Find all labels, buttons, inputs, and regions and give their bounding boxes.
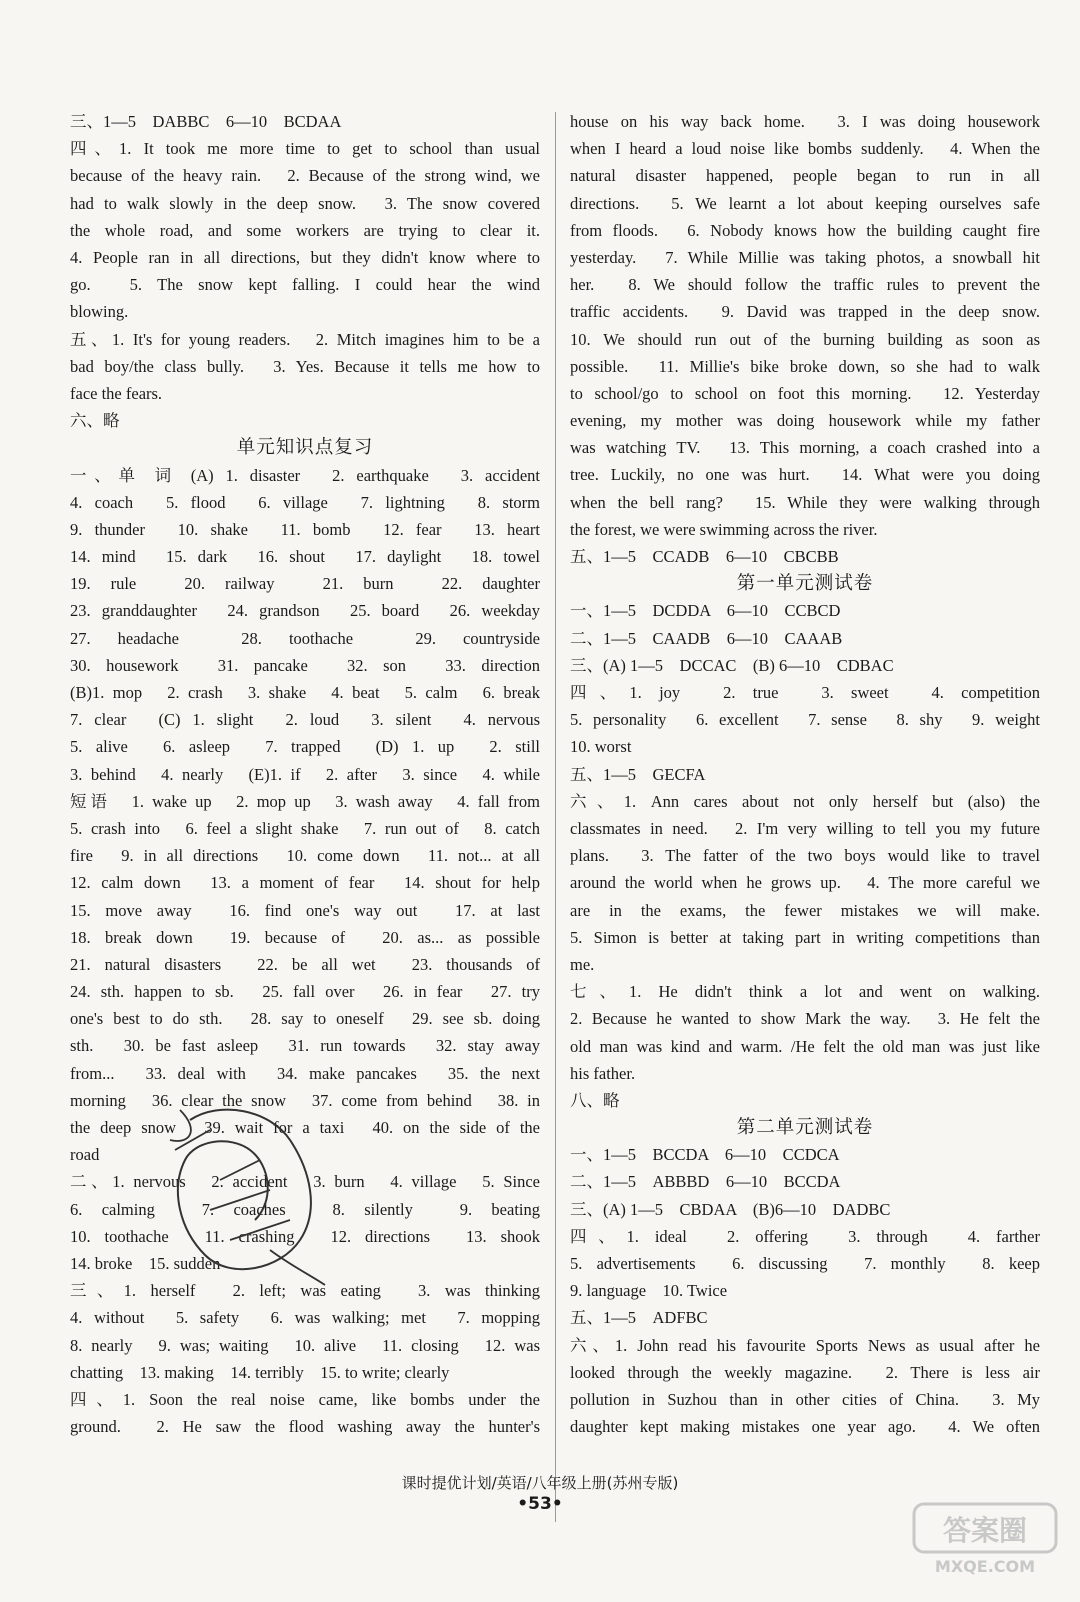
left-line: blowing.: [70, 302, 129, 322]
left-line: 24. sth. happen to sb. 25. fall over 26. in fear 27. try: [70, 982, 540, 1002]
footer-book-title: 课时提优计划/英语/八年级上册(苏州专版): [401, 1474, 679, 1492]
left-line: 6. calming 7. coaches 8. silently 9. beating: [70, 1199, 540, 1219]
right-line: evening, my mother was doing housework while my father: [570, 411, 1040, 431]
left-line: the deep snow 39. wait for a taxi 40. on the side of the: [70, 1118, 540, 1137]
left-line: 四、1. Soon the real noise came, like bombs under the: [70, 1389, 540, 1409]
left-line: chatting 13. making 14. terribly 15. to write; clearly: [70, 1362, 450, 1382]
right-line: 5. personality 6. excellent 7. sense 8. shy 9. weight: [570, 710, 1040, 730]
left-line: morning 36. clear the snow 37. come from behind 38. in: [70, 1090, 540, 1110]
left-line: 3. behind 4. nearly (E)1. if 2. after 3. since 4. while: [70, 764, 540, 784]
right-line: his father.: [570, 1063, 636, 1083]
right-line: when I heard a loud noise like bombs suddenly. 4. When the: [570, 139, 1040, 159]
left-line: 二、1. nervous 2. accident 3. burn 4. village 5. Since: [70, 1172, 540, 1192]
right-line: her. 8. We should follow the traffic rules to prevent the: [570, 275, 1040, 295]
right-line: tree. Luckily, no one was hurt. 14. What were you doing: [570, 465, 1040, 485]
left-line: 4. coach 5. flood 6. village 7. lightning 8. storm: [70, 492, 540, 512]
left-line: one's best to do sth. 28. say to oneself 29. see sb. doing: [70, 1009, 540, 1029]
svg-text:答案圈: 答案圈: [942, 1514, 1028, 1547]
left-line: 三、1. herself 2. left; was eating 3. was thinking: [70, 1281, 540, 1301]
left-line: sth. 30. be fast asleep 31. run towards 32. stay away: [70, 1036, 540, 1056]
right-line: possible. 11. Millie's bike broke down, so she had to walk: [570, 356, 1040, 376]
right-line: traffic accidents. 9. David was trapped in the deep snow.: [570, 302, 1040, 322]
right-line: natural disaster happened, people began to run in all: [570, 166, 1040, 186]
left-line: 六、略: [70, 411, 120, 431]
left-line: 12. calm down 13. a moment of fear 14. shout for help: [70, 873, 540, 893]
column-divider: [555, 112, 556, 1522]
right-line: 2. Because he wanted to show Mark the way. 3. He felt the: [570, 1009, 1040, 1029]
left-line: 9. thunder 10. shake 11. bomb 12. fear 13. heart: [70, 519, 540, 539]
page-number: •53•: [517, 1494, 563, 1514]
left-line: 23. granddaughter 24. grandson 25. board 26. weekday: [70, 601, 540, 621]
right-line: 六、1. John read his favourite Sports News as usual after he: [570, 1335, 1040, 1355]
left-line: 五、1. It's for young readers. 2. Mitch imagines him to be a: [70, 329, 540, 349]
left-line: road: [70, 1145, 100, 1165]
left-line: 7. clear (C) 1. slight 2. loud 3. silent 4. nervous: [70, 710, 540, 730]
right-line: when the bell rang? 15. While they were walking through: [570, 492, 1040, 512]
right-line: 三、(A) 1—5 CBDAA (B)6—10 DADBC: [570, 1199, 891, 1219]
left-line: 14. mind 15. dark 16. shout 17. daylight 18. towel: [70, 547, 540, 567]
section-heading: 单元知识点复习: [236, 437, 374, 459]
right-line: 七、1. He didn't think a lot and went on walking.: [570, 982, 1040, 1002]
right-line: 八、略: [570, 1090, 620, 1110]
right-line: the forest, we were swimming across the river.: [570, 519, 878, 539]
right-line: 5. advertisements 6. discussing 7. monthly 8. keep: [570, 1254, 1040, 1274]
right-line: 5. Simon is better at taking part in writing competitions than: [570, 927, 1040, 947]
right-line: are in the exams, the fewer mistakes we will make.: [570, 900, 1040, 920]
left-line: 27. headache 28. toothache 29. countryside: [70, 628, 540, 648]
right-line: directions. 5. We learnt a lot about keeping ourselves safe: [570, 193, 1040, 213]
svg-text:MXQE.COM: MXQE.COM: [934, 1557, 1036, 1576]
handwritten-scribble: [150, 1090, 340, 1290]
left-line: 10. toothache 11. crashing 12. directions 13. shook: [70, 1226, 540, 1246]
right-line: 二、1—5 ABBBD 6—10 BCCDA: [570, 1172, 841, 1192]
right-line: 一、1—5 DCDDA 6—10 CCBCD: [570, 601, 841, 621]
right-line: 10. We should run out of the burning building as soon as: [570, 329, 1040, 349]
left-line: the whole road, and some workers are trying to clear it.: [70, 220, 540, 240]
left-line: 30. housework 31. pancake 32. son 33. direction: [70, 655, 540, 675]
right-line: 10. worst: [570, 737, 632, 757]
right-line: 一、1—5 BCCDA 6—10 CCDCA: [570, 1145, 840, 1165]
left-line: 18. break down 19. because of 20. as... as possible: [70, 927, 540, 947]
right-line: 五、1—5 ADFBC: [570, 1308, 708, 1328]
right-line: daughter kept making mistakes one year ago. 4. We often: [570, 1417, 1040, 1437]
left-line: face the fears.: [70, 383, 163, 403]
right-line: 四、1. ideal 2. offering 3. through 4. farther: [570, 1226, 1040, 1246]
right-line: was watching TV. 13. This morning, a coach crashed into a: [570, 438, 1040, 458]
right-line: 四、1. joy 2. true 3. sweet 4. competition: [570, 683, 1040, 703]
right-line: pollution in Suzhou than in other cities of China. 3. My: [570, 1390, 1040, 1410]
left-line: 14. broke 15. sudden: [70, 1253, 221, 1273]
watermark-logo: [910, 1500, 1060, 1580]
left-line: bad boy/the class bully. 3. Yes. Because it tells me how to: [70, 356, 540, 376]
left-line: 8. nearly 9. was; waiting 10. alive 11. closing 12. was: [70, 1335, 540, 1355]
right-line: 五、1—5 CCADB 6—10 CBCBB: [570, 547, 839, 567]
right-line: looked through the weekly magazine. 2. There is less air: [570, 1362, 1040, 1382]
left-line: 4. without 5. safety 6. was walking; met 7. mopping: [70, 1308, 540, 1328]
left-line: 19. rule 20. railway 21. burn 22. daughter: [70, 574, 540, 594]
right-line: 五、1—5 GECFA: [570, 764, 706, 784]
left-line: 短语 1. wake up 2. mop up 3. wash away 4. fall from: [70, 791, 540, 811]
right-line: 9. language 10. Twice: [570, 1281, 728, 1301]
left-line: go. 5. The snow kept falling. I could hear the wind: [70, 275, 540, 295]
section-heading: 第一单元测试卷: [736, 573, 874, 595]
left-line: because of the heavy rain. 2. Because of the strong wind, we: [70, 166, 540, 186]
left-line: 15. move away 16. find one's way out 17. at last: [70, 900, 540, 920]
right-line: 二、1—5 CAADB 6—10 CAAAB: [570, 628, 843, 648]
left-line: had to walk slowly in the deep snow. 3. The snow covered: [70, 193, 540, 213]
right-line: from floods. 6. Nobody knows how the building caught fire: [570, 220, 1040, 240]
left-line: 一、单 词 (A) 1. disaster 2. earthquake 3. accident: [70, 465, 540, 485]
right-line: yesterday. 7. While Millie was taking photos, a snowball hit: [570, 247, 1040, 267]
left-line: fire 9. in all directions 10. come down 11. not... at all: [70, 846, 540, 866]
left-line: 5. crash into 6. feel a slight shake 7. run out of 8. catch: [70, 818, 540, 838]
left-line: 三、1—5 DABBC 6—10 BCDAA: [70, 112, 342, 131]
right-line: 六、1. Ann cares about not only herself but (also) the: [570, 791, 1040, 811]
right-line: house on his way back home. 3. I was doing housework: [570, 112, 1040, 131]
right-line: around the world when he grows up. 4. The more careful we: [570, 873, 1040, 893]
right-line: classmates in need. 2. I'm very willing to tell you my future: [570, 818, 1040, 838]
left-line: ground. 2. He saw the flood washing away the hunter's: [70, 1417, 540, 1437]
right-line: old man was kind and warm. /He felt the old man was just like: [570, 1036, 1040, 1056]
right-line: plans. 3. The fatter of the two boys would like to travel: [570, 846, 1040, 866]
left-line: 21. natural disasters 22. be all wet 23. thousands of: [70, 954, 540, 974]
right-column: [570, 108, 1040, 1440]
right-line: me.: [570, 954, 595, 974]
section-heading: 第二单元测试卷: [736, 1117, 874, 1139]
left-line: (B)1. mop 2. crash 3. shake 4. beat 5. calm 6. break: [70, 683, 540, 702]
right-line: 三、(A) 1—5 DCCAC (B) 6—10 CDBAC: [570, 655, 894, 675]
left-line: 四、1. It took me more time to get to school than usual: [70, 139, 540, 159]
right-line: to school/go to school on foot this morning. 12. Yesterday: [570, 383, 1040, 403]
left-line: 4. People ran in all directions, but they didn't know where to: [70, 247, 540, 267]
left-line: 5. alive 6. asleep 7. trapped (D) 1. up 2. still: [70, 737, 540, 757]
left-line: from... 33. deal with 34. make pancakes 35. the next: [70, 1063, 540, 1083]
